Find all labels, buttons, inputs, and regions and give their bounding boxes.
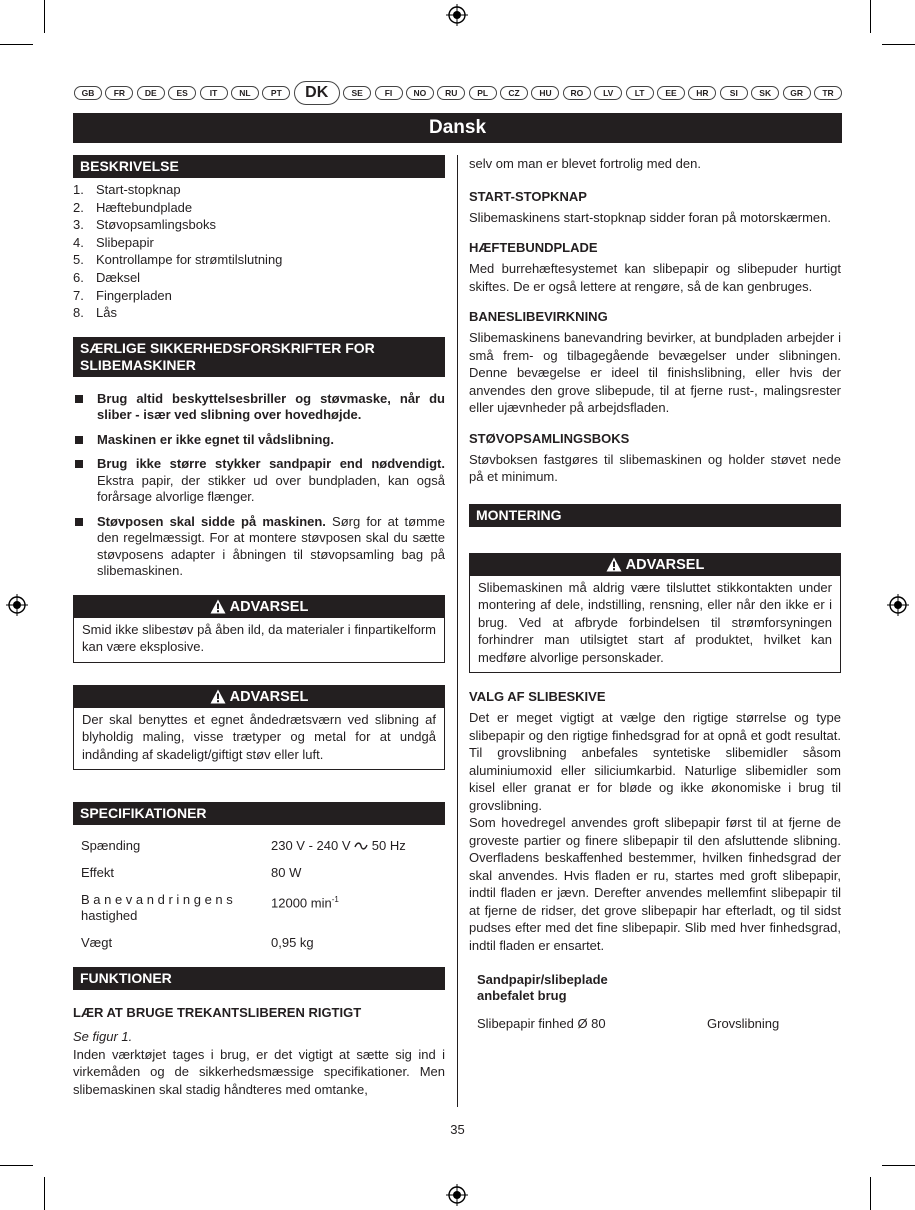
table-cell: Slibepapir finhed Ø 80 (477, 1016, 606, 1031)
language-tab-fi[interactable]: FI (375, 86, 403, 100)
crop-mark (870, 1177, 871, 1210)
section-heading-montering: MONTERING (469, 504, 841, 527)
item-text: Kontrollampe for strømtilslutning (96, 252, 283, 268)
crop-mark (0, 1165, 33, 1166)
list-item (73, 216, 445, 234)
paragraph: Slibemaskinens start-stopknap sidder foran på motorskærmen. (469, 209, 831, 225)
list-item (73, 251, 445, 269)
bullet-text: Ekstra papir, der stikker ud over bundpladen, kan også forårsage alvorlige flænger. (97, 472, 445, 505)
spec-value: 0,95 kg (271, 935, 314, 951)
spec-key: Effekt (81, 865, 115, 881)
item-number: 8. (73, 305, 84, 321)
language-tab-de[interactable]: DE (137, 86, 165, 100)
item-number: 1. (73, 182, 84, 197)
warning-box (73, 595, 445, 663)
spec-key: Spænding (81, 838, 141, 854)
warning-header (74, 596, 444, 618)
column-divider (457, 155, 458, 1107)
figure-reference: Se figur 1. (73, 1029, 133, 1045)
warning-header (470, 554, 840, 576)
right-column (469, 155, 841, 1036)
item-number: 2. (73, 199, 84, 215)
warning-title: ADVARSEL (229, 598, 309, 615)
language-tab-fr[interactable]: FR (105, 86, 133, 100)
language-tab-pl[interactable]: PL (469, 86, 497, 100)
item-text: Støvopsamlingsboks (96, 217, 216, 233)
table-row (73, 831, 445, 858)
item-text: Start-stopknap (96, 182, 181, 197)
paragraph: Støvboksen fastgøres til slibemaskinen og holder støvet nede på et minimum. (469, 451, 841, 484)
bullet-bold: Maskinen er ikke egnet til vådslibning. (97, 431, 334, 447)
bullet-item (73, 514, 445, 580)
crop-mark (0, 44, 33, 45)
bullet-text: Sørg for at tømme den regelmæssigt. For at montere støvposen skal du sætte støvposens adapter i åbningen til støvopsamling bag på slibemaskinen. (97, 513, 445, 579)
item-text: Slibepapir (96, 234, 154, 250)
table-row (73, 885, 445, 928)
list-item (73, 287, 445, 305)
table-row (73, 858, 445, 885)
spec-value: 80 W (271, 865, 302, 881)
spec-value-exponent: -1 (331, 895, 339, 905)
crop-mark (870, 0, 871, 33)
table-header (469, 968, 841, 1008)
language-tab-tr[interactable]: TR (814, 86, 842, 100)
item-text: Fingerpladen (96, 287, 172, 303)
table-row (73, 928, 445, 955)
bullet-item (73, 391, 445, 424)
language-tab-ro[interactable]: RO (563, 86, 591, 100)
table-cell: Grovslibning (707, 1016, 780, 1031)
list-item (73, 181, 445, 199)
list-item (73, 304, 445, 322)
bullet-bold: Brug altid beskyttelsesbriller og støvmaske, når du sliber - især ved slibning over hovedhøjde. (97, 390, 445, 423)
left-column (73, 155, 445, 1098)
subheading: START-STOPKNAP (469, 188, 587, 204)
safety-bullets (73, 391, 445, 580)
bullet-bold: Brug ikke større stykker sandpapir end nødvendigt. (97, 456, 445, 472)
table-header-cell: Sandpapir/slibeplade anbefalet brug (477, 972, 608, 1003)
language-tab-es[interactable]: ES (168, 86, 196, 100)
paragraph: Det er meget vigtigt at vælge den rigtige størrelse og type slibepapir og den rigtige finhedsgrad for at opnå et godt resultat. Til grovslibning anbefales syntetiske slibemidler såsom aluminiumoxid eller siliciumkarbid. Naturlige slibemidler som kisel eller granat er for bløde og ikke økonomiske i brug til grovslibning. (469, 710, 841, 813)
registration-mark-icon (446, 4, 468, 26)
warning-text: Der skal benyttes et egnet åndedrætsværn ved slibning af blyholdig maling, visse trætyper og metal for at undgå indånding af skadeligt/giftigt støv eller luft. (82, 711, 436, 762)
crop-mark (44, 0, 45, 33)
item-text: Hæftebundplade (96, 199, 193, 215)
item-number: 4. (73, 234, 84, 250)
item-number: 3. (73, 217, 84, 233)
crop-mark (882, 44, 915, 45)
language-tab-gb[interactable]: GB (74, 86, 102, 100)
language-tab-gr[interactable]: GR (783, 86, 811, 100)
language-tab-lt[interactable]: LT (626, 86, 654, 100)
language-tab-se[interactable]: SE (343, 86, 371, 100)
page-title: Dansk (73, 113, 842, 143)
item-text: Lås (96, 305, 117, 321)
list-item (73, 234, 445, 252)
spec-value (271, 892, 445, 924)
language-tab-pt[interactable]: PT (262, 86, 290, 100)
bullet-item (73, 432, 445, 449)
subheading: HÆFTEBUNDPLADE (469, 240, 598, 255)
paragraph-continuation: selv om man er blevet fortrolig med den. (469, 156, 701, 171)
paragraph: Slibemaskinens banevandring bevirker, at bundpladen arbejder i små frem- og tilbagegående bevægelser under slibningen. Denne bevægelse er ideel til finishslibning, eller hvis der anvendes den grove slibepude, til at fjerne rust-, malingsrester eller ujævnheder på arbejdsfladen. (469, 330, 841, 415)
language-bar (74, 80, 842, 106)
item-number: 7. (73, 287, 84, 303)
registration-mark-icon (446, 1184, 468, 1206)
item-number: 6. (73, 269, 84, 285)
subheading: BANESLIBEVIRKNING (469, 309, 608, 324)
language-tab-ee[interactable]: EE (657, 86, 685, 100)
warning-title: ADVARSEL (229, 688, 309, 705)
spec-value-text: 230 V - 240 V (271, 838, 351, 854)
paragraph: Inden værktøjet tages i brug, er det vigtigt at sætte sig ind i virkemåden og de sikkerhedsmæssige specifikationer. Men slibemaskinen skal stadig håndteres med omtanke, (73, 1046, 445, 1097)
crop-mark (882, 1165, 915, 1166)
warning-triangle-icon (606, 557, 622, 572)
page-number: 35 (450, 1122, 465, 1137)
language-tab-lv[interactable]: LV (594, 86, 622, 100)
table-row (469, 1008, 841, 1036)
section-heading-funktioner: FUNKTIONER (73, 967, 445, 990)
language-tab-hu[interactable]: HU (531, 86, 559, 100)
paragraph: Som hovedregel anvendes groft slibepapir først til at fjerne de groveste partier og finere slibepapir til den afsluttende slibning. Overfladens beskaffenhed bestemmer, hvilken finhedsgrad der skal anvendes. Hvis fladen er ru, startes med groft slibepapir, indtil fladen er jævn. Derefter anvendes mellemfint slibepapir til at fjerne de ridser, det grove slibepapir har efterladt, og til sidst pudses efter med det fine slibepapir. Slib med hver finhedsgrad, indtil fladen er ensartet. (469, 815, 841, 953)
item-number: 5. (73, 252, 84, 268)
language-tab-nl[interactable]: NL (231, 86, 259, 100)
warning-triangle-icon (210, 689, 226, 704)
warning-text: Slibemaskinen må aldrig være tilsluttet stikkontakten under montering af dele, indstilling, rensning, eller når den ikke er i brug. Ved at afbryde forbindelsen til strømforsyningen forhindrer man utilsigtet start af produktet, hvilket kan medføre alvorlige personskader. (478, 579, 832, 665)
subheading: VALG AF SLIBESKIVE (469, 689, 606, 704)
language-tab-hr[interactable]: HR (688, 86, 716, 100)
spec-value-frequency: 50 Hz (371, 838, 406, 854)
spec-key: B a n e v a n d r i n g e n s hastighed (81, 892, 233, 924)
spec-value-text: 12000 min (271, 895, 332, 911)
bullet-item (73, 456, 445, 506)
language-tab-cz[interactable]: CZ (500, 86, 528, 100)
section-heading-safety: SÆRLIGE SIKKERHEDSFORSKRIFTER FOR SLIBEMASKINER (73, 337, 445, 377)
ac-wave-icon (354, 841, 368, 851)
registration-mark-icon (6, 594, 28, 616)
sandpaper-table (469, 968, 841, 1036)
language-tab-no[interactable]: NO (406, 86, 434, 100)
registration-mark-icon (887, 594, 909, 616)
spec-value (271, 838, 445, 854)
language-tab-dk[interactable]: DK (294, 81, 340, 105)
warning-box (73, 685, 445, 771)
list-item (73, 269, 445, 287)
warning-text: Smid ikke slibestøv på åben ild, da materialer i finpartikelform kan være eksplosive. (82, 621, 436, 655)
spec-key: Vægt (81, 935, 113, 951)
language-tab-sk[interactable]: SK (751, 86, 779, 100)
item-text: Dæksel (96, 269, 141, 285)
subheading: LÆR AT BRUGE TREKANTSLIBEREN RIGTIGT (73, 1005, 362, 1021)
warning-header (74, 686, 444, 708)
warning-triangle-icon (210, 599, 226, 614)
crop-mark (44, 1177, 45, 1210)
language-tab-ru[interactable]: RU (437, 86, 465, 100)
section-heading-beskrivelse: BESKRIVELSE (73, 155, 445, 178)
list-item (73, 199, 445, 217)
language-tab-si[interactable]: SI (720, 86, 748, 100)
bullet-bold: Støvposen skal sidde på maskinen. (97, 513, 326, 529)
parts-list (73, 181, 445, 322)
warning-title: ADVARSEL (625, 556, 705, 573)
section-heading-specifikationer: SPECIFIKATIONER (73, 802, 445, 825)
language-tab-it[interactable]: IT (200, 86, 228, 100)
paragraph: Med burrehæftesystemet kan slibepapir og slibepuder hurtigt skiftes. De er også lettere at rengøre, så de kan genbruges. (469, 261, 841, 294)
warning-box (469, 553, 841, 674)
spec-table (73, 831, 445, 955)
subheading: STØVOPSAMLINGSBOKS (469, 430, 630, 446)
